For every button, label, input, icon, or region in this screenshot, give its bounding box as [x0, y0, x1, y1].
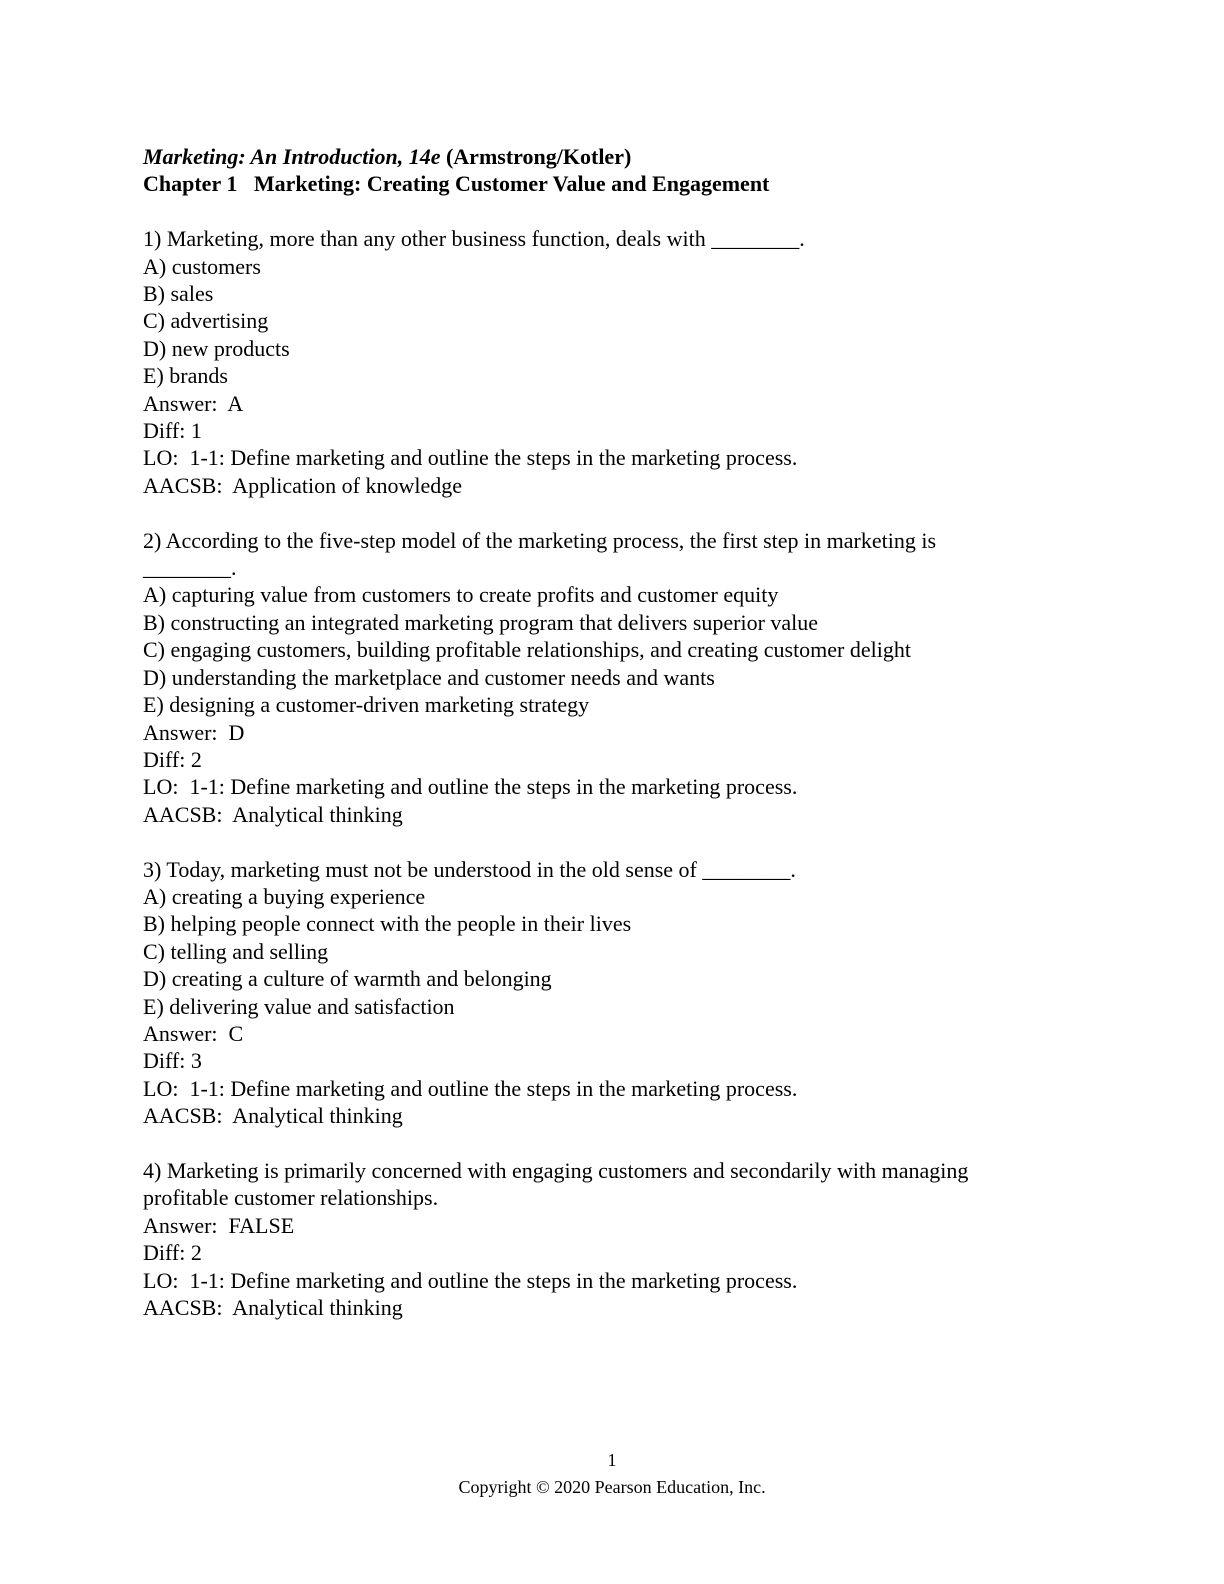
- aacsb-tag: AACSB: Analytical thinking: [143, 1103, 403, 1129]
- answer-option: C) telling and selling: [143, 938, 329, 964]
- learning-objective: LO: 1-1: Define marketing and outline the steps in the marketing process.: [143, 1267, 798, 1293]
- answer-option: B) helping people connect with the people in their lives: [143, 911, 632, 937]
- answer-option: A) customers: [143, 253, 261, 279]
- question-stem: 4) Marketing is primarily concerned with engaging customers and secondarily with managing profitable customer relationships.: [143, 1157, 974, 1211]
- difficulty: Diff: 2: [143, 746, 202, 772]
- answer-option: E) brands: [143, 363, 228, 389]
- question-block: [143, 225, 1043, 499]
- spacer: [143, 198, 1043, 225]
- difficulty: Diff: 1: [143, 418, 202, 444]
- answer-option: B) sales: [143, 281, 214, 307]
- question-block: [143, 527, 1043, 828]
- learning-objective: LO: 1-1: Define marketing and outline the steps in the marketing process.: [143, 1075, 798, 1101]
- answer-key: Answer: FALSE: [143, 1212, 295, 1238]
- question-stem: 3) Today, marketing must not be understood in the old sense of ________.: [143, 856, 796, 882]
- question-block: [143, 1157, 1043, 1321]
- question-block: [143, 856, 1043, 1130]
- answer-option: A) capturing value from customers to create profits and customer equity: [143, 582, 779, 608]
- answer-option: C) engaging customers, building profitable relationships, and creating customer delight: [143, 637, 911, 663]
- answer-option: E) delivering value and satisfaction: [143, 993, 455, 1019]
- answer-option: E) designing a customer-driven marketing strategy: [143, 692, 590, 718]
- answer-option: D) understanding the marketplace and customer needs and wants: [143, 664, 715, 690]
- spacer: [143, 499, 1043, 526]
- chapter-title: Chapter 1 Marketing: Creating Customer Value and Engagement: [143, 171, 770, 197]
- aacsb-tag: AACSB: Analytical thinking: [143, 801, 403, 827]
- learning-objective: LO: 1-1: Define marketing and outline the steps in the marketing process.: [143, 445, 798, 471]
- answer-key: Answer: A: [143, 390, 244, 416]
- answer-option: B) constructing an integrated marketing program that delivers superior value: [143, 609, 819, 635]
- copyright-notice: Copyright © 2020 Pearson Education, Inc.: [458, 1477, 766, 1497]
- page-number: 1: [607, 1450, 617, 1470]
- difficulty: Diff: 2: [143, 1240, 202, 1266]
- question-stem: 2) According to the five-step model of the marketing process, the first step in marketing is ________.: [143, 527, 942, 581]
- book-title: [143, 143, 1043, 170]
- page-content: [143, 143, 1043, 1321]
- answer-key: Answer: C: [143, 1020, 244, 1046]
- spacer: [143, 828, 1043, 855]
- question-stem: 1) Marketing, more than any other business function, deals with ________.: [143, 226, 805, 252]
- difficulty: Diff: 3: [143, 1048, 202, 1074]
- answer-option: D) creating a culture of warmth and belonging: [143, 966, 552, 992]
- learning-objective: LO: 1-1: Define marketing and outline the steps in the marketing process.: [143, 774, 798, 800]
- spacer: [143, 1130, 1043, 1157]
- aacsb-tag: AACSB: Application of knowledge: [143, 472, 462, 498]
- answer-option: A) creating a buying experience: [143, 883, 426, 909]
- aacsb-tag: AACSB: Analytical thinking: [143, 1295, 403, 1320]
- answer-option: D) new products: [143, 335, 290, 361]
- answer-option: C) advertising: [143, 308, 269, 334]
- book-title-authors: (Armstrong/Kotler): [440, 144, 632, 169]
- answer-key: Answer: D: [143, 719, 245, 745]
- book-title-italic: Marketing: An Introduction, 14e: [143, 144, 441, 169]
